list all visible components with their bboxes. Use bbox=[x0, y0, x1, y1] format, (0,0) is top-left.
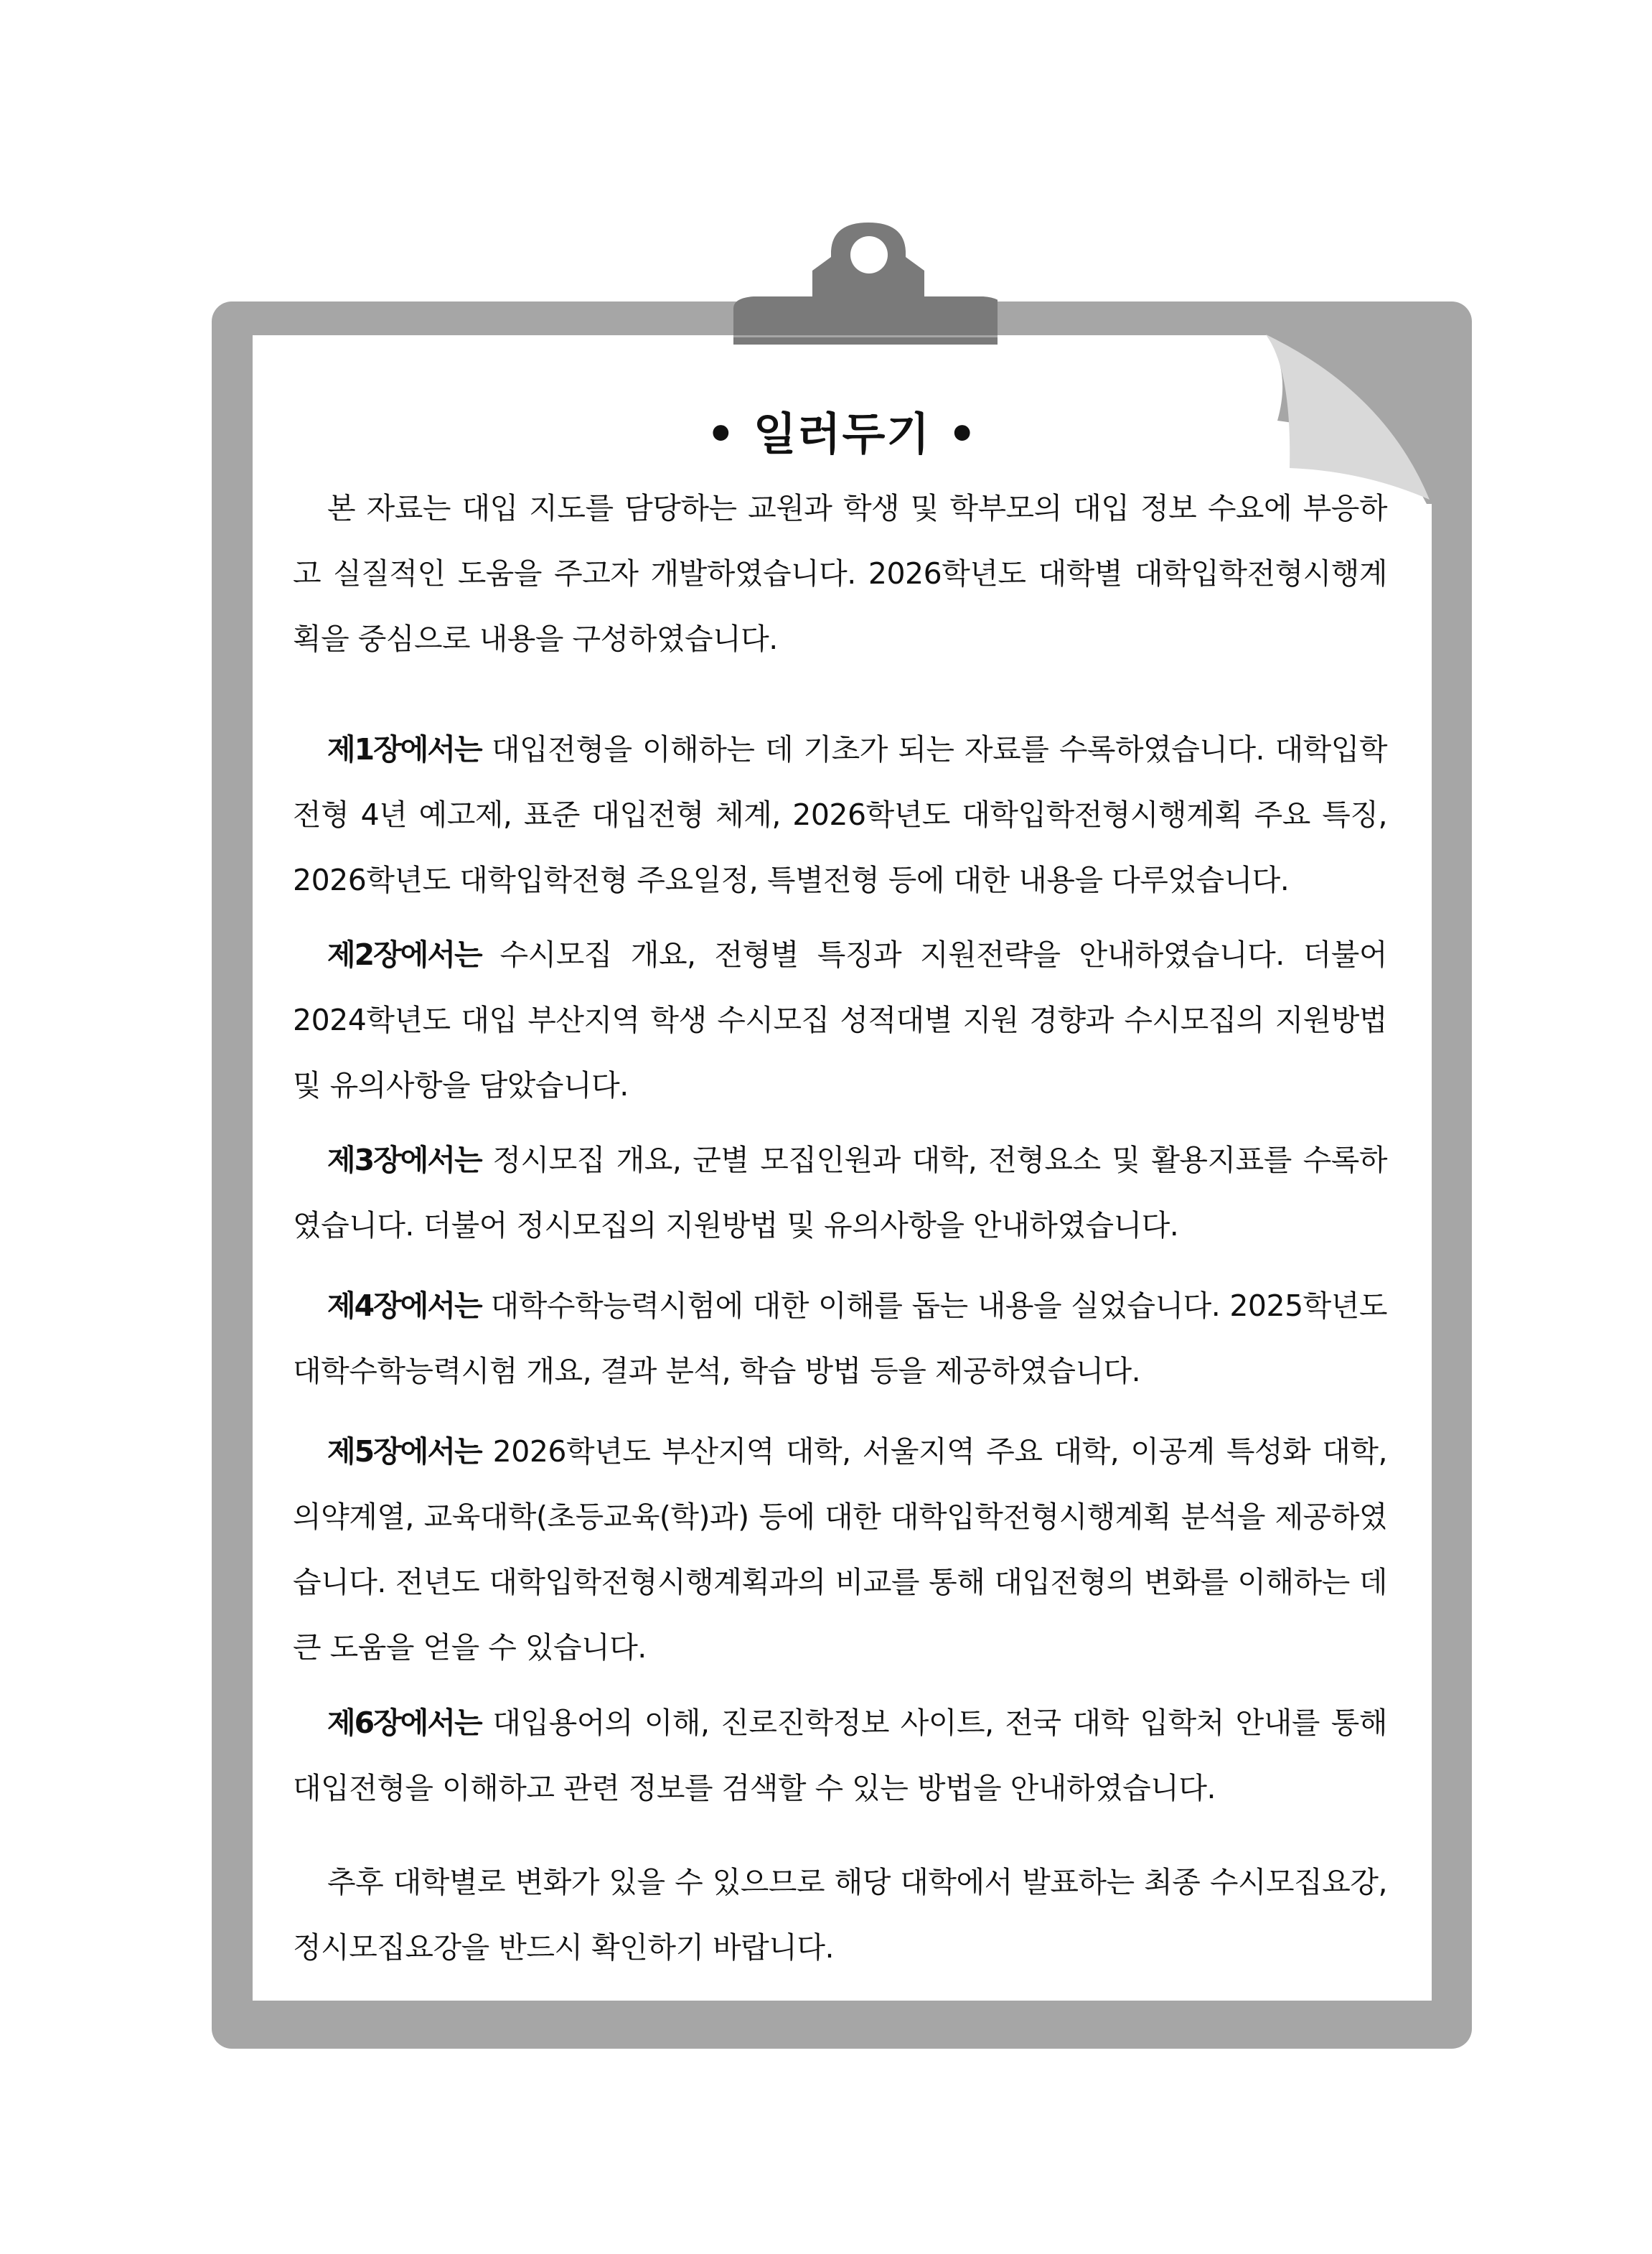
chapter-2-paragraph: 제2장에서는 수시모집 개요, 전형별 특징과 지원전략을 안내하였습니다. 더불어 2024학년도 대입 부산지역 학생 수시모집 성적대별 지원 경향과 수시모집의 지원방법 및 유의사항을 담았습니다. bbox=[293, 937, 1387, 1103]
chapter-heading: 제1장에서는 bbox=[327, 732, 482, 767]
chapter-4-paragraph: 제4장에서는 대학수학능력시험에 대한 이해를 돕는 내용을 실었습니다. 2025학년도 대학수학능력시험 개요, 결과 분석, 학습 방법 등을 제공하였습니다. bbox=[293, 1289, 1387, 1388]
chapter-6-paragraph: 제6장에서는 대입용어의 이해, 진로진학정보 사이트, 전국 대학 입학처 안내를 통해 대입전형을 이해하고 관련 정보를 검색할 수 있는 방법을 안내하였습니다. bbox=[293, 1706, 1387, 1805]
chapter-5-paragraph: 제5장에서는 2026학년도 부산지역 대학, 서울지역 주요 대학, 이공계 특성화 대학, 의약계열, 교육대학(초등교육(학)과) 등에 대한 대학입학전형시행계획 분석을 제공하였습니다. 전년도 대학입학전형시행계획과의 비교를 통해 대입전형의 변화를 이해하는 데 큰 도움을 얻을 수 있습니다. bbox=[293, 1434, 1387, 1665]
page-title: • 일러두기 • bbox=[706, 408, 978, 460]
notice-content bbox=[253, 335, 1432, 2001]
chapter-heading: 제6장에서는 bbox=[327, 1706, 482, 1740]
clipboard-clip-icon bbox=[725, 208, 998, 345]
closing-paragraph: 추후 대학별로 변화가 있을 수 있으므로 해당 대학에서 발표하는 최종 수시모집요강, 정시모집요강을 반드시 확인하기 바랍니다. bbox=[293, 1865, 1387, 1965]
chapter-1-paragraph: 제1장에서는 대입전형을 이해하는 데 기초가 되는 자료를 수록하였습니다. 대학입학전형 4년 예고제, 표준 대입전형 체계, 2026학년도 대학입학전형시행계획 주요 특징, 2026학년도 대학입학전형 주요일정, 특별전형 등에 대한 내용을 다루었습니다. bbox=[293, 732, 1387, 897]
chapter-3-paragraph: 제3장에서는 정시모집 개요, 군별 모집인원과 대학, 전형요소 및 활용지표를 수록하였습니다. 더불어 정시모집의 지원방법 및 유의사항을 안내하였습니다. bbox=[293, 1143, 1387, 1243]
chapter-heading: 제3장에서는 bbox=[327, 1143, 482, 1177]
intro-paragraph: 본 자료는 대입 지도를 담당하는 교원과 학생 및 학부모의 대입 정보 수요에 부응하고 실질적인 도움을 주고자 개발하였습니다. 2026학년도 대학별 대학입학전형시행계획을 중심으로 내용을 구성하였습니다. bbox=[293, 491, 1387, 656]
chapter-heading: 제4장에서는 bbox=[327, 1289, 482, 1323]
chapter-heading: 제5장에서는 bbox=[327, 1434, 482, 1469]
chapter-heading: 제2장에서는 bbox=[327, 937, 482, 972]
